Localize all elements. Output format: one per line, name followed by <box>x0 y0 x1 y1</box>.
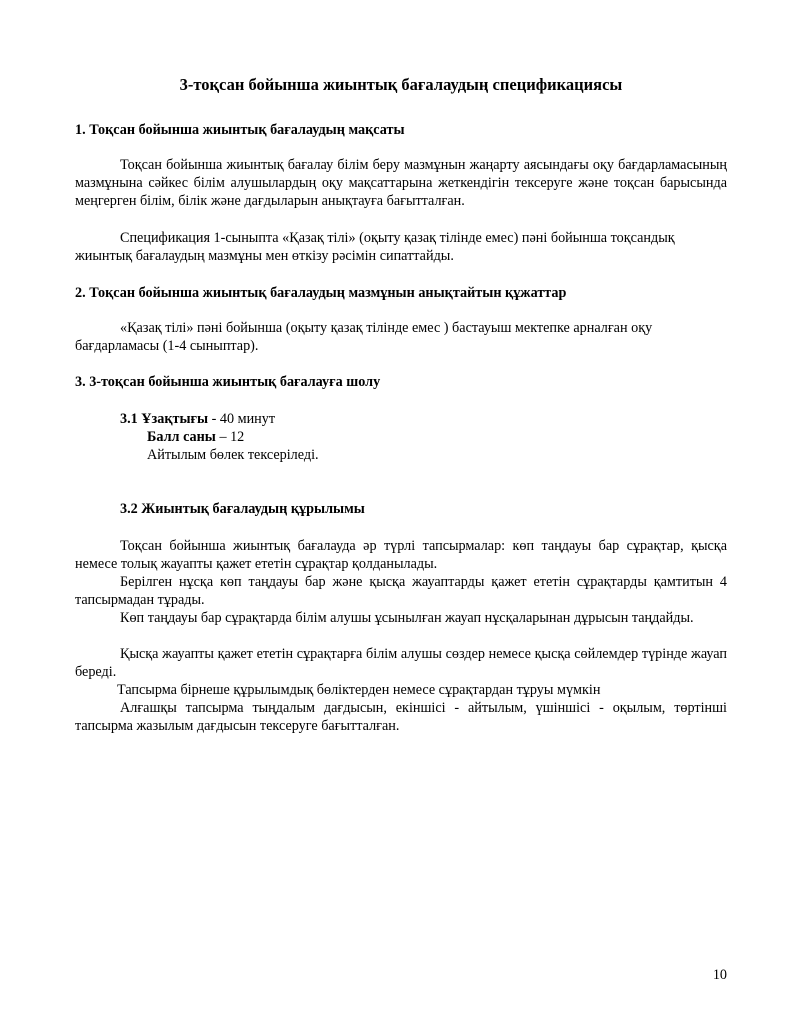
section-2-paragraph-1: «Қазақ тілі» пәні бойынша (оқыту қазақ тілінде емес ) бастауыш мектепке арналған оқу бағдарламасы (1-4 сыныптар). <box>75 320 653 354</box>
structure-paragraph-4: Қысқа жауапты қажет ететін сұрақтарға білім алушы сөздер немесе қысқа сөйлемдер түрінде жауап береді. <box>75 646 727 680</box>
section-2-heading: 2. Тоқсан бойынша жиынтық бағалаудың мазмұнын анықтайтын құжаттар <box>75 285 567 301</box>
structure-heading: 3.2 Жиынтық бағалаудың құрылымы <box>120 501 365 517</box>
page-number: 10 <box>712 967 727 983</box>
points-value: – 12 <box>215 429 245 445</box>
points-label: Балл саны <box>147 429 216 445</box>
speaking-note: Айтылым бөлек тексеріледі. <box>147 447 319 463</box>
structure-paragraph-1: Тоқсан бойынша жиынтық бағалауда әр түрлі тапсырмалар: көп таңдауы бар сұрақтар, қысқа немесе толық жауапты қажет ететін сұрақтар қолданылады. <box>75 538 727 572</box>
section-3-heading: 3. 3-тоқсан бойынша жиынтық бағалауға шолу <box>75 374 381 390</box>
section-1-heading: 1. Тоқсан бойынша жиынтық бағалаудың мақсаты <box>75 122 405 138</box>
points-line <box>147 428 244 446</box>
document-page <box>75 0 727 1035</box>
structure-paragraph-5: Тапсырма бірнеше құрылымдық бөліктерден немесе сұрақтардан тұруы мүмкін <box>117 682 601 698</box>
section-1-paragraph-2: Спецификация 1-сыныпта «Қазақ тілі» (оқыту қазақ тілінде емес) пәні бойынша тоқсандық жиынтық бағалаудың мазмұны мен өткізу рәсімін сипаттайды. <box>75 230 675 264</box>
page-title: 3-тоқсан бойынша жиынтық бағалаудың спецификациясы <box>179 75 623 94</box>
section-1-paragraph-1: Тоқсан бойынша жиынтық бағалау білім беру мазмұнын жаңарту аясындағы оқу бағдарламасының мазмұнына сәйкес білім алушылардың оқу мақсаттарына жеткендігін тексеруге және тоқсан барысында меңгерген білім, білік және дағдыларын анықтауға бағытталған. <box>75 157 727 209</box>
structure-paragraph-2: Берілген нұсқа көп таңдауы бар және қысқа жауаптарды қажет ететін сұрақтарды қамтитын 4 тапсырмадан тұрады. <box>75 574 727 608</box>
duration-value: - 40 минут <box>208 411 276 427</box>
duration-line <box>120 410 275 428</box>
duration-label: 3.1 Ұзақтығы <box>120 411 209 427</box>
structure-paragraph-6: Алғашқы тапсырма тыңдалым дағдысын, екіншісі - айтылым, үшіншісі - оқылым, төртінші тапсырма жазылым дағдысын тексеруге бағытталған. <box>75 700 727 734</box>
structure-paragraph-3: Көп таңдауы бар сұрақтарда білім алушы ұсынылған жауап нұсқаларынан дұрысын таңдайды. <box>120 610 694 626</box>
